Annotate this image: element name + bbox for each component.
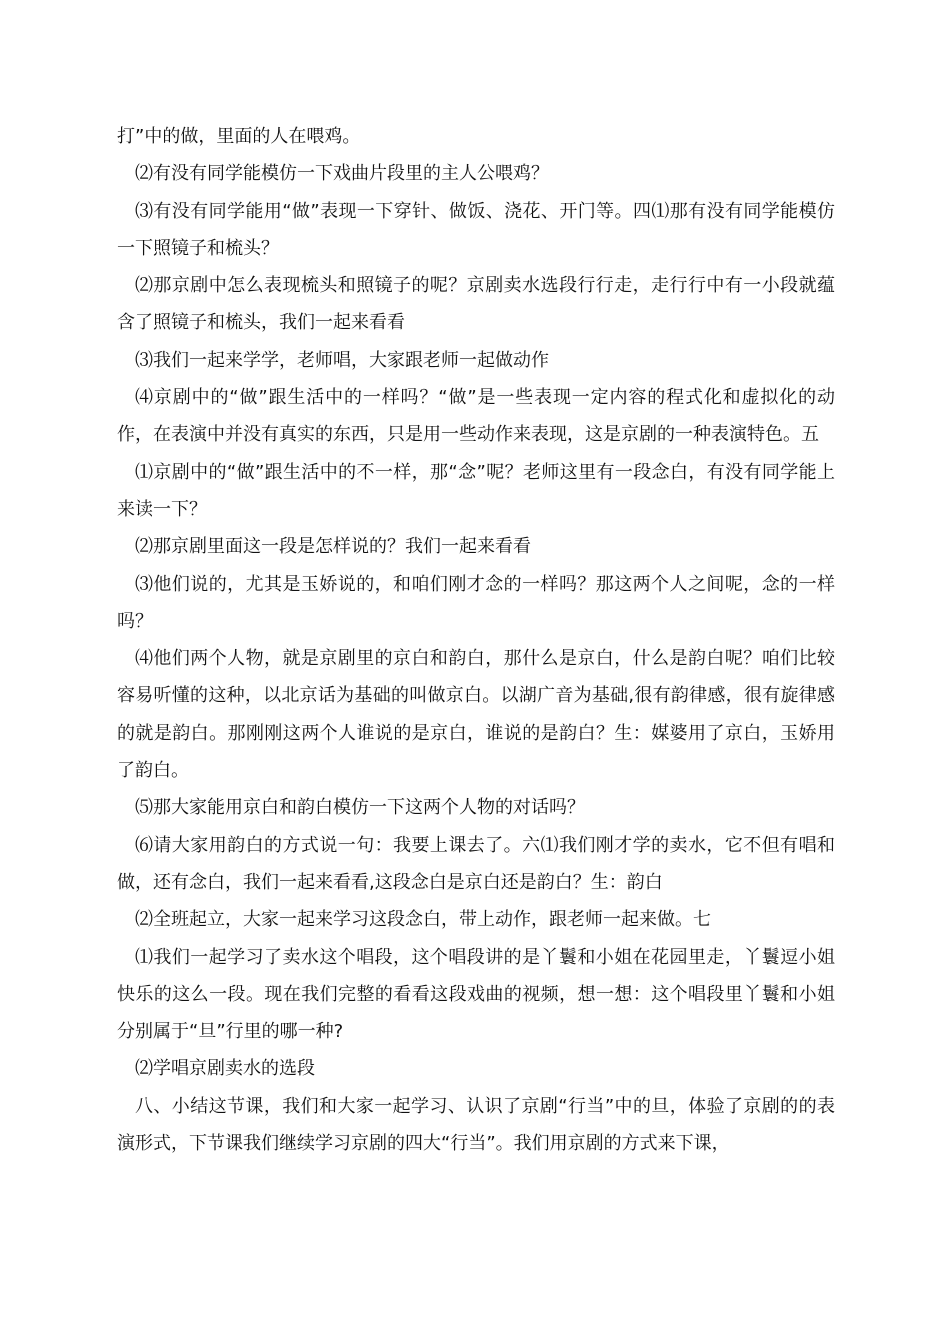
paragraph-16: 八、小结这节课，我们和大家一起学习、认识了京剧“行当”中的旦，体验了京剧的的表演形式，下节课我们继续学习京剧的四大“行当”。我们用京剧的方式来下课，	[117, 1095, 835, 1155]
paragraph-7: ⑴京剧中的“做”跟生活中的不一样，那“念”呢？老师这里有一段念白，有没有同学能上来读一下？	[117, 461, 835, 520]
paragraph-15: ⑵学唱京剧卖水的选段	[135, 1058, 315, 1080]
paragraph-6: ⑷京剧中的“做”跟生活中的一样吗？“做”是一些表现一定内容的程式化和虚拟化的动作，在表演中并没有真实的东西，只是用一些动作来表现，这是京剧的一种表演特色。五	[117, 387, 835, 446]
paragraph-8: ⑵那京剧里面这一段是怎样说的？我们一起来看看	[135, 536, 531, 558]
paragraph-14: ⑴我们一起学习了卖水这个唱段，这个唱段讲的是丫鬟和小姐在花园里走，丫鬟逗小姐快乐的这么一段。现在我们完整的看看这段戏曲的视频，想一想：这个唱段里丫鬟和小姐分别属于“旦”行里的哪一种?	[117, 946, 835, 1043]
paragraph-10: ⑷他们两个人物，就是京剧里的京白和韵白，那什么是京白，什么是韵白呢？咱们比较容易听懂的这种，以北京话为基础的叫做京白。以湖广音为基础,很有韵律感，很有旋律感的就是韵白。那刚刚这两个人谁说的是京白，谁说的是韵白？生：媒婆用了京白，玉娇用了韵白。	[117, 648, 835, 782]
paragraph-1: 打”中的做，里面的人在喂鸡。	[117, 126, 361, 147]
paragraph-9: ⑶他们说的，尤其是玉娇说的，和咱们刚才念的一样吗？那这两个人之间呢，念的一样吗？	[117, 573, 835, 632]
paragraph-13: ⑵全班起立，大家一起来学习这段念白，带上动作，跟老师一起来做。七	[135, 909, 711, 931]
paragraph-11: ⑸那大家能用京白和韵白模仿一下这两个人物的对话吗？	[135, 797, 585, 819]
paragraph-4: ⑵那京剧中怎么表现梳头和照镜子的呢？京剧卖水选段行行走，走行行中有一小段就蕴含了照镜子和梳头，我们一起来看看	[117, 275, 835, 334]
paragraph-2: ⑵有没有同学能模仿一下戏曲片段里的主人公喂鸡？	[135, 163, 549, 185]
paragraph-12: ⑹请大家用韵白的方式说一句：我要上课去了。六⑴我们刚才学的卖水，它不但有唱和做，还有念白，我们一起来看看,这段念白是京白还是韵白？生：韵白	[117, 834, 835, 893]
paragraph-3: ⑶有没有同学能用“做”表现一下穿针、做饭、浇花、开门等。四⑴那有没有同学能模仿一下照镜子和梳头？	[117, 200, 835, 259]
paragraph-5: ⑶我们一起来学学，老师唱，大家跟老师一起做动作	[135, 349, 549, 371]
document-page	[117, 118, 835, 1162]
